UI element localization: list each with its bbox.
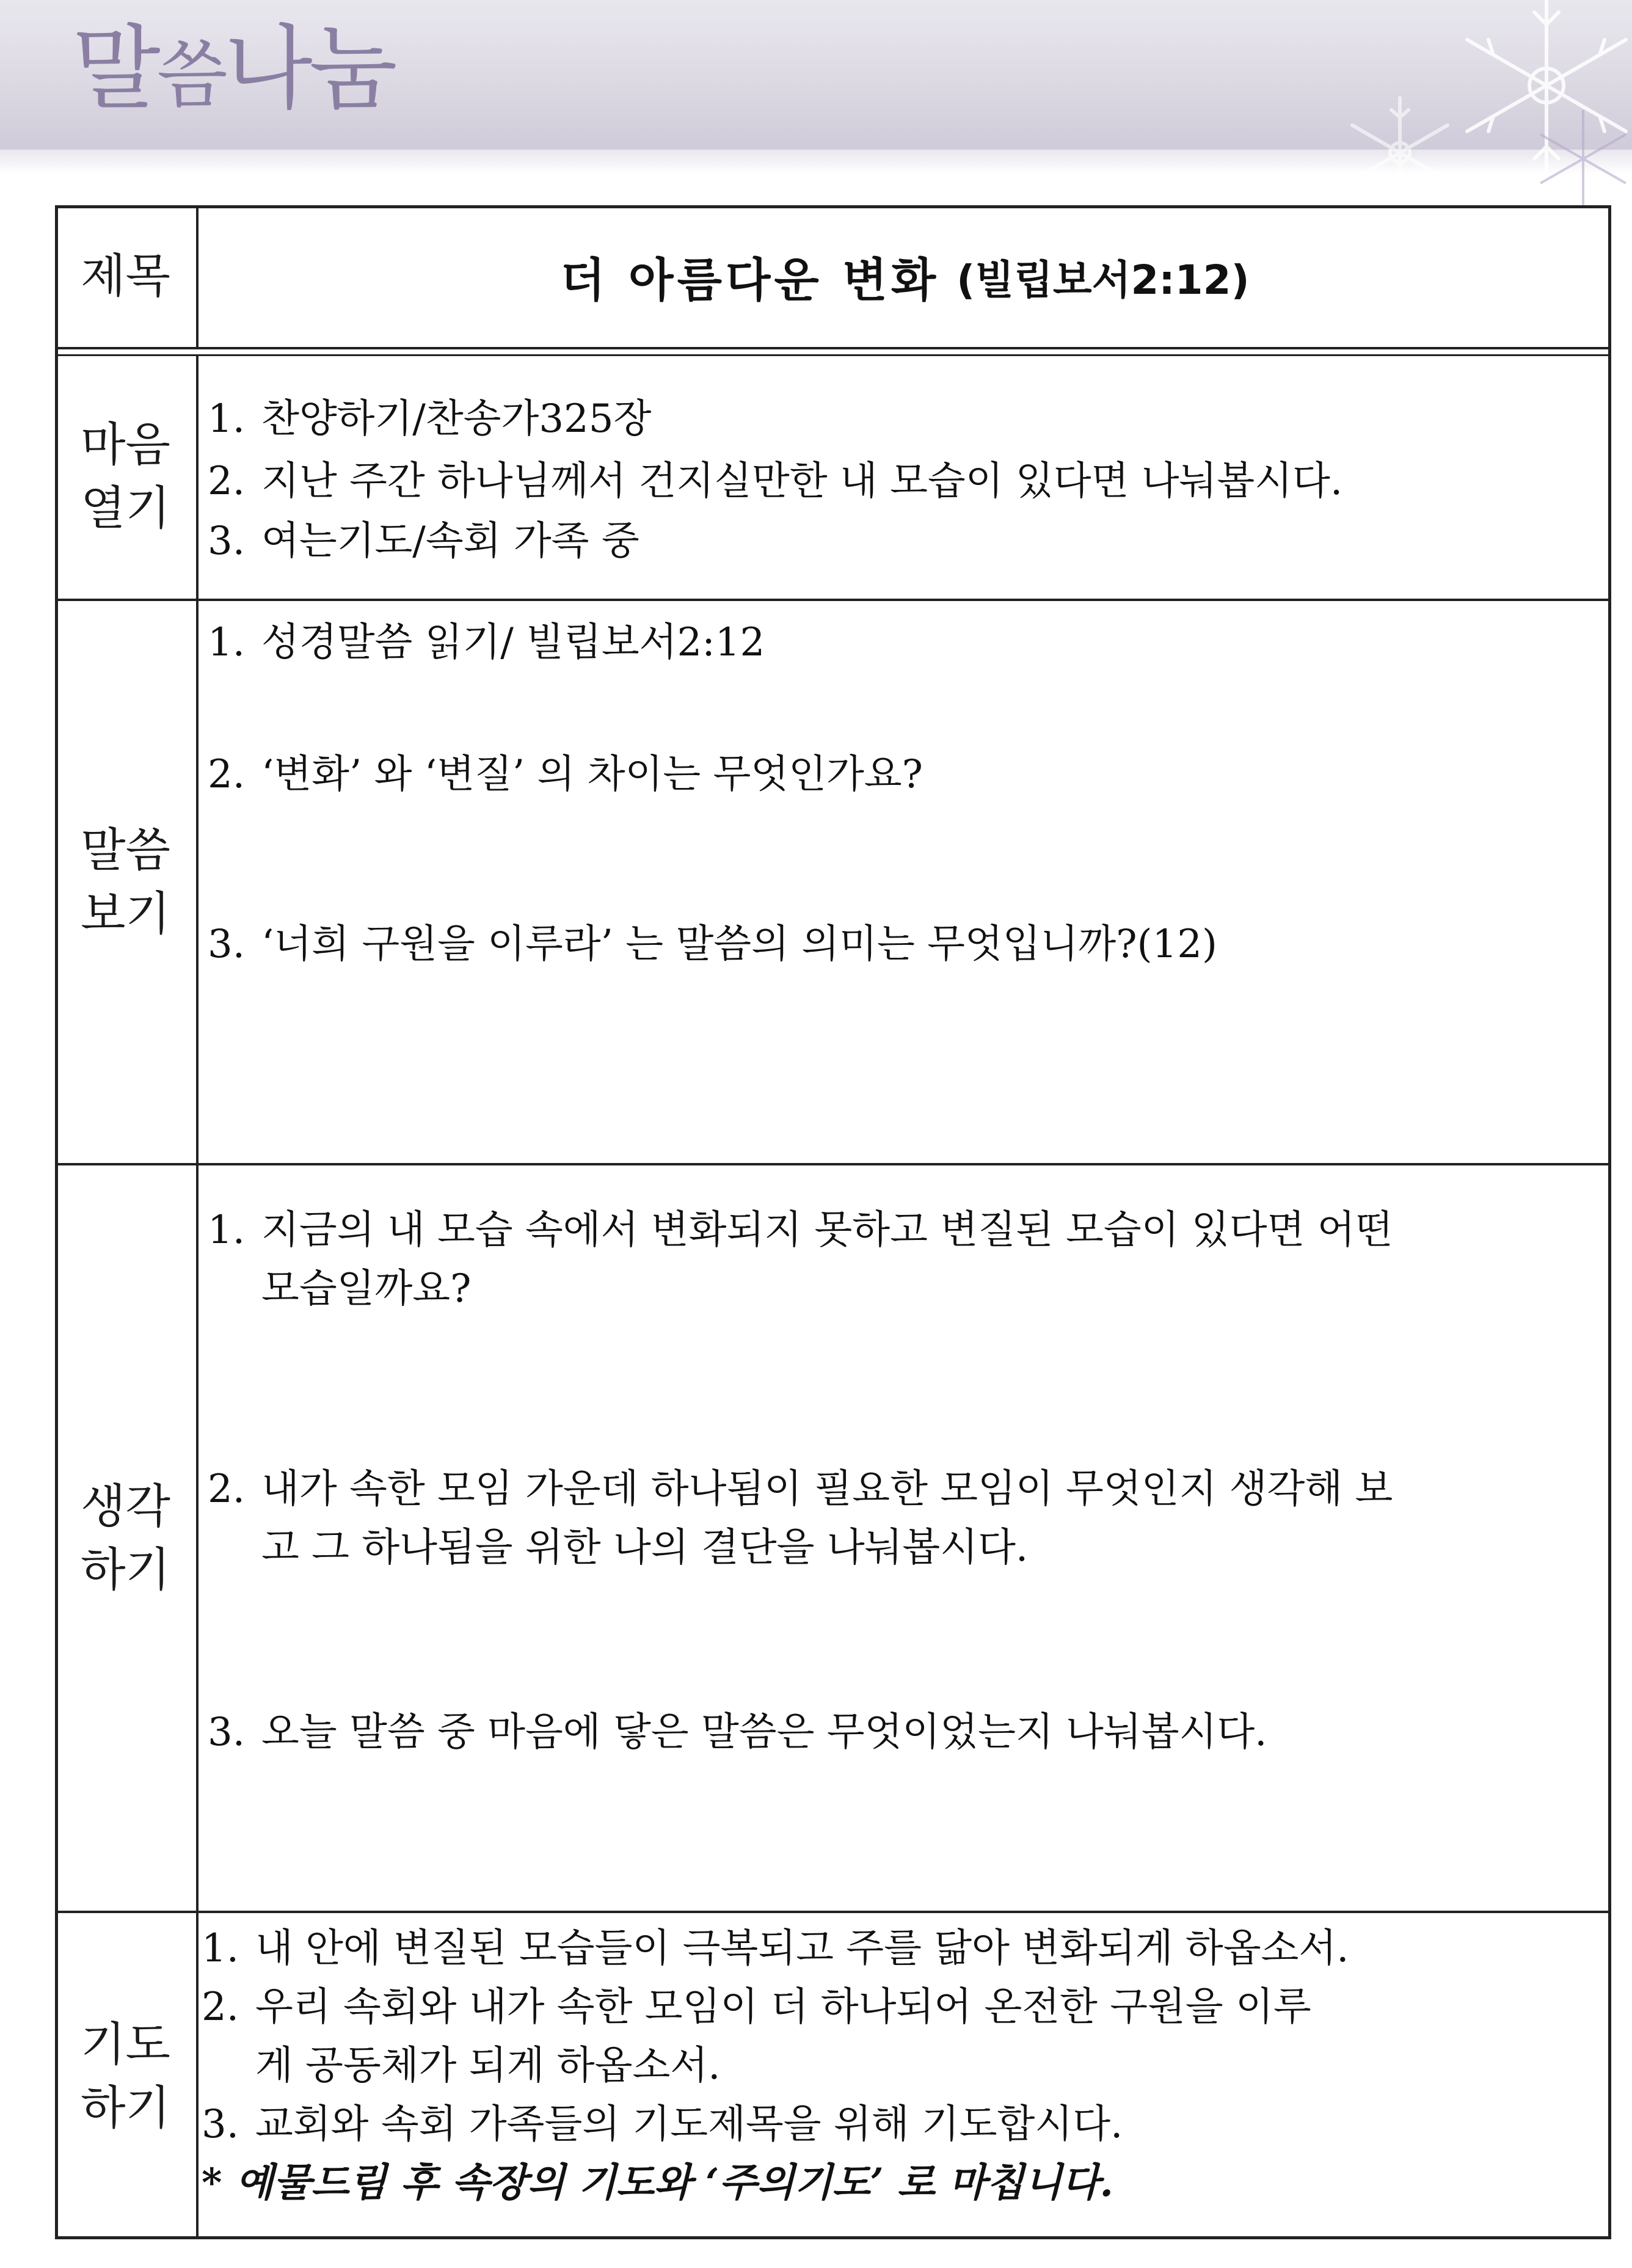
section-think	[55, 1165, 1611, 1911]
section-pray	[55, 1913, 1611, 2239]
list-item: 3. 오늘 말씀 중 마음에 닿은 말씀은 무엇이었는지 나눠봅시다.	[208, 1710, 1267, 1755]
section-word-label: 말씀 보기	[81, 823, 170, 941]
title-row	[55, 205, 1611, 347]
list-item: 1. 내 안에 변질된 모습들이 극복되고 주를 닮아 변화되게 하옵소서.	[202, 1926, 1349, 1971]
list-item: 1. 성경말씀 읽기/ 빌립보서2:12	[208, 620, 765, 665]
section-word-label-cell	[55, 601, 199, 1163]
list-item: 3. 교회와 속회 가족들의 기도제목을 위해 기도합시다.	[202, 2102, 1123, 2147]
list-item: 2. 우리 속회와 내가 속한 모임이 더 하나되어 온전한 구원을 이루 게 공동체가 되게 하옵소서.	[202, 1985, 1311, 2088]
section-think-label: 생각 하기	[81, 1479, 170, 1597]
section-open	[55, 354, 1611, 599]
list-item: 2. 내가 속한 모임 가운데 하나됨이 필요한 모임이 무엇인지 생각해 보 고 그 하나됨을 위한 나의 결단을 나눠봅시다.	[208, 1467, 1393, 1570]
scripture-reference: (빌립보서2:12)	[956, 256, 1250, 304]
section-pray-label-cell	[55, 1913, 199, 2239]
snowflake-decoration-icon	[1204, 0, 1632, 232]
section-pray-label: 기도 하기	[81, 2017, 170, 2135]
closing-note: * 예물드림 후 속장의 기도와 ‘주의기도’ 로 마칩니다.	[202, 2160, 1113, 2206]
list-item: 1. 지금의 내 모습 속에서 변화되지 못하고 변질된 모습이 있다면 어떤 모습일까요?	[208, 1208, 1393, 1311]
title-label-cell	[55, 205, 199, 347]
title-cell	[199, 205, 1611, 347]
list-item: 3. 여는기도/속회 가족 중	[208, 519, 639, 564]
list-item: 3. ‘너희 구원을 이루라’ 는 말씀의 의미는 무엇입니까?(12)	[208, 922, 1217, 967]
sermon-title: 더 아름다운 변화	[560, 252, 940, 307]
section-think-label-cell	[55, 1165, 199, 1911]
list-item: 1. 찬양하기/찬송가325장	[208, 396, 652, 442]
list-item: 2. 지난 주간 하나님께서 건지실만한 내 모습이 있다면 나눠봅시다.	[208, 459, 1343, 504]
section-open-label: 마음 열기	[81, 417, 170, 535]
section-open-label-cell	[55, 354, 199, 599]
list-item: 2. ‘변화’ 와 ‘변질’ 의 차이는 무엇인가요?	[208, 752, 923, 797]
title-label: 제목	[81, 249, 170, 303]
page-title: 말씀나눔	[72, 16, 394, 122]
section-word	[55, 601, 1611, 1163]
